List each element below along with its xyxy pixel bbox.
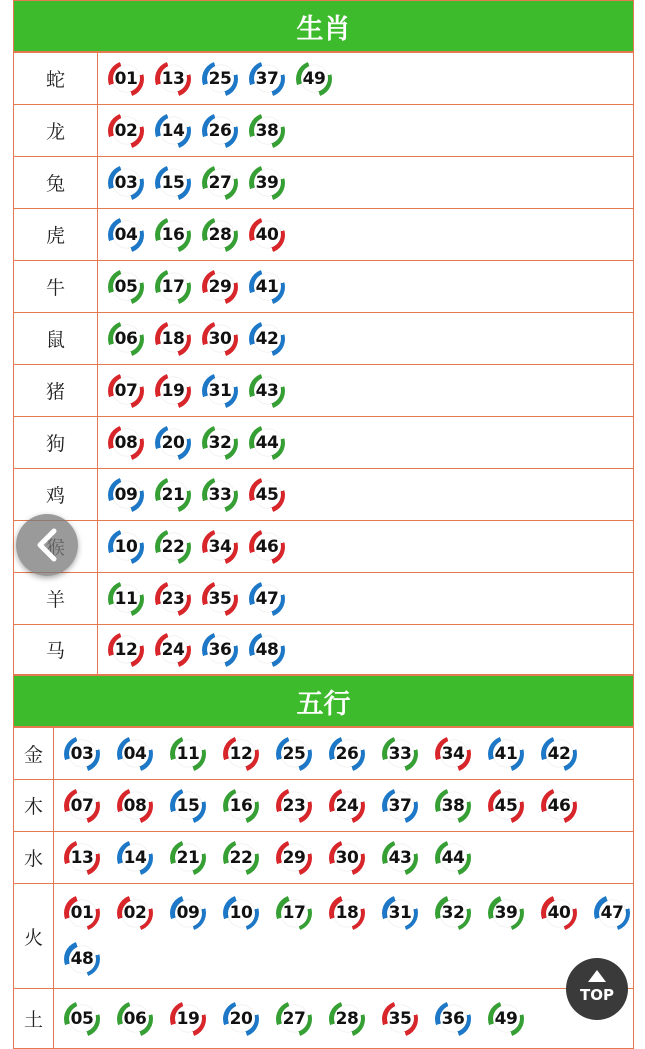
number-ball-value: 11 [175,740,202,767]
number-ball [435,788,471,824]
number-ball-value: 21 [160,481,187,508]
number-ball [223,895,259,931]
number-ball [435,840,471,876]
number-ball-value: 07 [113,377,140,404]
number-ball-value: 34 [207,533,234,560]
number-ball-list [98,321,633,357]
number-ball-value: 03 [113,169,140,196]
number-ball [276,736,312,772]
number-ball-list [98,113,633,149]
arrow-up-icon [588,970,606,982]
element-row [14,728,634,780]
zodiac-row-label: 猪 [14,365,98,417]
zodiac-row-numbers [98,209,634,261]
zodiac-row-numbers [98,313,634,365]
number-ball-list [54,837,633,879]
number-ball [155,373,191,409]
number-ball [202,581,238,617]
number-ball [382,736,418,772]
number-ball [155,632,191,668]
zodiac-row [14,469,634,521]
element-row [14,989,634,1049]
number-ball [276,895,312,931]
number-ball [296,61,332,97]
element-row [14,884,634,989]
number-ball [155,529,191,565]
number-ball [155,269,191,305]
number-ball-value: 15 [175,792,202,819]
number-ball [108,165,144,201]
number-ball-value: 22 [228,844,255,871]
back-to-top-button[interactable] [566,958,628,1020]
number-ball [170,1001,206,1037]
number-ball [155,425,191,461]
number-ball-value: 01 [113,65,140,92]
zodiac-row-label: 龙 [14,105,98,157]
zodiac-row [14,105,634,157]
number-ball [64,788,100,824]
zodiac-row [14,313,634,365]
number-ball-value: 46 [546,792,573,819]
zodiac-row [14,209,634,261]
number-ball-value: 43 [387,844,414,871]
number-ball [223,736,259,772]
content [13,0,634,1049]
element-row-numbers [54,728,634,780]
number-ball-value: 11 [113,585,140,612]
number-ball [249,529,285,565]
number-ball-value: 14 [160,117,187,144]
number-ball [108,217,144,253]
zodiac-row-numbers [98,261,634,313]
number-ball [276,1001,312,1037]
number-ball-value: 08 [122,792,149,819]
number-ball-value: 48 [254,636,281,663]
number-ball-value: 06 [122,1005,149,1032]
number-ball [249,269,285,305]
element-row-label: 金 [14,728,54,780]
number-ball-value: 09 [175,900,202,927]
number-ball [108,529,144,565]
number-ball [64,941,100,977]
number-ball [117,736,153,772]
number-ball-value: 25 [281,740,308,767]
number-ball-value: 33 [387,740,414,767]
number-ball-value: 34 [440,740,467,767]
element-row-label: 火 [14,884,54,989]
number-ball [541,895,577,931]
number-ball-value: 27 [207,169,234,196]
number-ball-value: 18 [334,900,361,927]
number-ball-value: 23 [281,792,308,819]
number-ball-value: 10 [228,900,255,927]
number-ball-value: 45 [493,792,520,819]
number-ball [223,840,259,876]
number-ball-value: 40 [546,900,573,927]
number-ball-value: 30 [334,844,361,871]
number-ball [249,113,285,149]
number-ball [155,477,191,513]
number-ball [488,895,524,931]
number-ball [329,1001,365,1037]
zodiac-title: 生肖 [296,13,351,45]
number-ball [223,788,259,824]
elements-header [13,675,634,727]
number-ball-value: 03 [69,740,96,767]
zodiac-row [14,53,634,105]
element-row [14,832,634,884]
number-ball [249,632,285,668]
number-ball-value: 20 [160,429,187,456]
number-ball [202,217,238,253]
number-ball [64,840,100,876]
number-ball [249,373,285,409]
number-ball-value: 15 [160,169,187,196]
number-ball-value: 19 [160,377,187,404]
elements-title: 五行 [296,688,351,720]
zodiac-row-numbers [98,573,634,625]
number-ball [64,736,100,772]
number-ball-value: 47 [254,585,281,612]
element-row [14,780,634,832]
number-ball [155,113,191,149]
number-ball-value: 41 [254,273,281,300]
element-row-label: 水 [14,832,54,884]
number-ball-list [98,581,633,617]
zodiac-row-label: 牛 [14,261,98,313]
number-ball-list [98,477,633,513]
number-ball-value: 44 [254,429,281,456]
number-ball-value: 25 [207,65,234,92]
number-ball [117,1001,153,1037]
number-ball-list [98,632,633,668]
number-ball-value: 42 [546,740,573,767]
number-ball-value: 20 [228,1005,255,1032]
number-ball [202,425,238,461]
number-ball-value: 47 [599,900,626,927]
number-ball [249,217,285,253]
number-ball [155,217,191,253]
zodiac-row [14,573,634,625]
number-ball-value: 38 [254,117,281,144]
number-ball-value: 21 [175,844,202,871]
number-ball [276,788,312,824]
number-ball [108,61,144,97]
number-ball-value: 29 [281,844,308,871]
number-ball [435,736,471,772]
number-ball [108,321,144,357]
number-ball [108,269,144,305]
number-ball-value: 49 [493,1005,520,1032]
element-row-numbers [54,884,634,989]
zodiac-row-numbers [98,469,634,521]
number-ball-value: 26 [334,740,361,767]
number-ball [202,529,238,565]
number-ball-value: 28 [334,1005,361,1032]
number-ball [155,321,191,357]
number-ball-value: 12 [228,740,255,767]
number-ball [382,840,418,876]
number-ball [488,1001,524,1037]
number-ball [202,113,238,149]
number-ball-list [98,529,633,565]
number-ball-list [98,269,633,305]
number-ball [594,895,630,931]
number-ball-value: 02 [113,117,140,144]
zodiac-row-label: 兔 [14,157,98,209]
element-row-numbers [54,989,634,1049]
number-ball [117,895,153,931]
number-ball-value: 32 [440,900,467,927]
chevron-left-icon [32,528,62,562]
number-ball-value: 38 [440,792,467,819]
number-ball-value: 28 [207,221,234,248]
zodiac-row [14,521,634,573]
number-ball-value: 33 [207,481,234,508]
zodiac-row [14,417,634,469]
number-ball [249,61,285,97]
number-ball-value: 16 [228,792,255,819]
zodiac-row-numbers [98,365,634,417]
zodiac-row [14,261,634,313]
element-row-numbers [54,780,634,832]
number-ball-value: 44 [440,844,467,871]
zodiac-row-numbers [98,625,634,675]
element-row-numbers [54,832,634,884]
number-ball [488,788,524,824]
number-ball [202,321,238,357]
number-ball [249,581,285,617]
zodiac-row [14,365,634,417]
zodiac-row-numbers [98,417,634,469]
zodiac-row [14,157,634,209]
number-ball [108,581,144,617]
number-ball-value: 24 [334,792,361,819]
zodiac-table [13,52,634,675]
number-ball [382,895,418,931]
number-ball [64,1001,100,1037]
zodiac-row-numbers [98,157,634,209]
number-ball [435,895,471,931]
number-ball [202,373,238,409]
number-ball-value: 08 [113,429,140,456]
number-ball [155,61,191,97]
number-ball [64,895,100,931]
number-ball-value: 24 [160,636,187,663]
number-ball-value: 36 [207,636,234,663]
number-ball [155,165,191,201]
number-ball [170,840,206,876]
zodiac-row-label: 羊 [14,573,98,625]
number-ball-value: 09 [113,481,140,508]
number-ball-value: 31 [387,900,414,927]
number-ball-value: 39 [254,169,281,196]
number-ball-list [98,373,633,409]
number-ball [202,477,238,513]
number-ball [117,788,153,824]
number-ball-value: 32 [207,429,234,456]
number-ball-value: 17 [281,900,308,927]
zodiac-header [13,0,634,52]
number-ball-list [98,425,633,461]
number-ball-value: 27 [281,1005,308,1032]
number-ball-value: 10 [113,533,140,560]
number-ball [202,269,238,305]
number-ball-value: 36 [440,1005,467,1032]
number-ball-value: 05 [69,1005,96,1032]
number-ball-value: 45 [254,481,281,508]
number-ball-value: 05 [113,273,140,300]
number-ball [329,736,365,772]
number-ball [249,477,285,513]
number-ball [170,736,206,772]
number-ball [276,840,312,876]
number-ball [170,788,206,824]
number-ball [488,736,524,772]
number-ball [382,1001,418,1037]
number-ball-list [98,61,633,97]
number-ball-value: 12 [113,636,140,663]
zodiac-row-numbers [98,53,634,105]
number-ball-value: 48 [69,946,96,973]
number-ball [202,165,238,201]
back-button[interactable] [16,514,78,576]
number-ball [541,736,577,772]
number-ball-value: 07 [69,792,96,819]
number-ball [202,61,238,97]
number-ball-value: 02 [122,900,149,927]
number-ball [329,840,365,876]
number-ball [108,477,144,513]
zodiac-row-numbers [98,521,634,573]
number-ball [108,113,144,149]
number-ball-value: 37 [387,792,414,819]
number-ball [541,788,577,824]
zodiac-row [14,625,634,675]
number-ball-value: 13 [69,844,96,871]
number-ball-value: 23 [160,585,187,612]
number-ball-value: 31 [207,377,234,404]
element-row-label: 土 [14,989,54,1049]
number-ball-value: 04 [122,740,149,767]
zodiac-row-label: 鸡 [14,469,98,521]
number-ball [170,895,206,931]
zodiac-row-label: 鼠 [14,313,98,365]
number-ball-value: 17 [160,273,187,300]
number-ball [202,632,238,668]
number-ball-value: 13 [160,65,187,92]
number-ball-list [98,165,633,201]
number-ball-value: 30 [207,325,234,352]
number-ball [435,1001,471,1037]
number-ball-value: 43 [254,377,281,404]
element-row-label: 木 [14,780,54,832]
number-ball [249,321,285,357]
elements-table [13,727,634,1049]
number-ball-list [54,892,633,980]
number-ball-value: 35 [207,585,234,612]
number-ball [382,788,418,824]
number-ball [155,581,191,617]
number-ball-value: 35 [387,1005,414,1032]
zodiac-row-label: 狗 [14,417,98,469]
zodiac-row-label: 虎 [14,209,98,261]
number-ball [108,632,144,668]
zodiac-row-numbers [98,105,634,157]
number-ball-value: 18 [160,325,187,352]
number-ball-list [54,998,633,1040]
number-ball-value: 06 [113,325,140,352]
number-ball [108,425,144,461]
zodiac-row-label: 马 [14,625,98,675]
number-ball-value: 16 [160,221,187,248]
number-ball-value: 26 [207,117,234,144]
number-ball-value: 01 [69,900,96,927]
zodiac-row-label: 蛇 [14,53,98,105]
number-ball-value: 41 [493,740,520,767]
number-ball-value: 04 [113,221,140,248]
number-ball [329,895,365,931]
number-ball [249,165,285,201]
number-ball-value: 37 [254,65,281,92]
number-ball-value: 42 [254,325,281,352]
number-ball [223,1001,259,1037]
number-ball-value: 39 [493,900,520,927]
number-ball-value: 19 [175,1005,202,1032]
number-ball-value: 46 [254,533,281,560]
number-ball-value: 49 [301,65,328,92]
number-ball [249,425,285,461]
back-to-top-label: TOP [580,986,614,1004]
number-ball-value: 22 [160,533,187,560]
number-ball-value: 29 [207,273,234,300]
number-ball [329,788,365,824]
number-ball-list [54,733,633,775]
number-ball [108,373,144,409]
number-ball-value: 40 [254,221,281,248]
number-ball [117,840,153,876]
number-ball-list [54,785,633,827]
number-ball-list [98,217,633,253]
number-ball-value: 14 [122,844,149,871]
